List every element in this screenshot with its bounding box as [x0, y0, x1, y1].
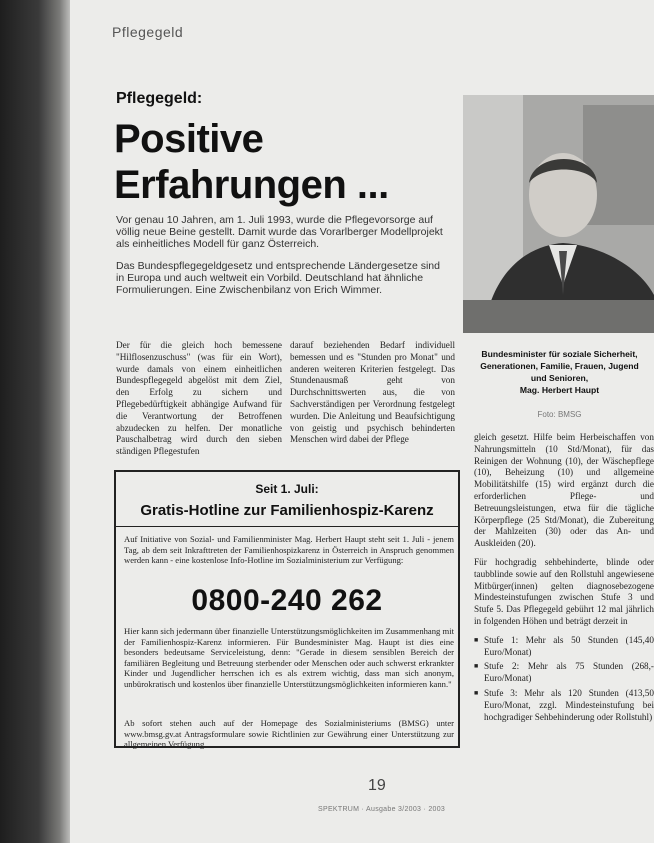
care-level-item: ■ Stufe 3: Mehr als 120 Stunden (413,50 Euro/Monat, zzgl. Mindesteinstufung bei hochgradiger Sehbehinderung oder Rollstuhl) — [474, 688, 654, 723]
box-paragraph-1: Auf Initiative von Sozial- und Familienminister Mag. Herbert Haupt steht seit 1. Juli - jenem Tag, ab dem seit Inkrafttreten der Familienhospizkarenz in Österreich in Anspruch genommen werden kann - eine kostenlose Info-Hotline im Sozialministerium zur Verfügung: — [124, 534, 454, 566]
caption-line: Generationen, Familie, Frauen, Jugend — [480, 361, 639, 371]
photo-caption — [472, 348, 647, 396]
body-column-1: Der für die gleich hoch bemessene "Hilflosenzuschuss" (was für ein Wort), wurde damals von einem einheitlichen Bundespflegegeld abgelöst mit dem Ziel, den Erfolg zu sichern und Pflegebedürftigkeit abhängige Aufwand für die Verantwortung der Betroffenen abzudecken zu helfen. Der monatliche Pauschalbetrag wird durch den sieben ständigen Pflegestufen — [116, 340, 282, 457]
care-level-item: ■ Stufe 2: Mehr als 75 Stunden (268,- Euro/Monat) — [474, 661, 654, 685]
lead-paragraph-2: Das Bundespflegegeldgesetz und entsprechende Ländergesetze sind in Europa und auch weltweit ein Vorbild. Deutschland hat ähnliche Formulierungen. Eine Zwischenbilanz von Erich Wimmer. — [116, 260, 440, 296]
care-level-item: ■ Stufe 1: Mehr als 50 Stunden (145,40 Euro/Monat) — [474, 635, 654, 659]
care-level-list — [474, 635, 654, 724]
headline-line-1: Positive — [114, 117, 264, 161]
portrait-illustration — [463, 95, 654, 333]
headline-line-2: Erfahrungen ... — [114, 163, 389, 207]
article-lead — [116, 214, 451, 306]
photo-credit: Foto: BMSG — [537, 410, 582, 419]
column-3-paragraph-2: Für hochgradig sehbehinderte, blinde oder taubblinde sowie auf den Rollstuhl angewiesene Mitbürger(innen) gelten diagnosebezogene Mindesteinstufungen zwischen Stufe 3 und Stufe 5. Das Pflegegeld gebührt 12 mal jährlich in folgenden Höhen und beträgt derzeit in — [474, 556, 654, 626]
article-headline — [114, 116, 389, 208]
caption-line: und Senioren, — [530, 373, 589, 383]
hotline-info-box — [114, 470, 460, 748]
caption-line: Bundesminister für soziale Sicherheit, — [481, 349, 638, 359]
caption-line: Mag. Herbert Haupt — [519, 385, 600, 395]
box-divider — [116, 526, 458, 527]
article-kicker: Pflegegeld: — [116, 90, 203, 107]
box-paragraph-2: Hier kann sich jedermann über finanzielle Unterstützungsmöglichkeiten im Zusammenhang mit der Familienhospiz-Karenz informieren. Für Bundesminister Mag. Haupt ist dies eine besonders bedeutsame Serviceleistung, denn: "Gerade in diesem sensiblen Bereich der familiären Begleitung und Betreuung sterbender oder Menschen oder auch schwerst erkrankter Kinder und Jugendlicher herrschen ich es als extrem wichtig, dass man sich anonym, unbürokratisch und kostenlos über finanzielle Unterstützungsmöglichkeiten informieren kann." — [124, 626, 454, 689]
column-3-paragraph-1: gleich gesetzt. Hilfe beim Herbeischaffen von Nahrungsmitteln (10 Std/Monat), für das Reinigen der Wohnung (10), der Wäschepflege (10), Beheizung (10) und allgemeine Mobilitätshilfe (15) wird ergänzt durch die erforderlichen Pflege- und Betreuungsleistungen, etwa für die tägliche Körperpflege (25 Std/Monat), die Zubereitung der Mahlzeiten (30) oder das An- und Auskleiden (20). — [474, 432, 654, 549]
section-label: Pflegegeld — [112, 24, 184, 40]
minister-photo — [463, 95, 654, 333]
box-title: Gratis-Hotline zur Familienhospiz-Karenz — [140, 502, 434, 519]
box-kicker: Seit 1. Juli: — [255, 482, 319, 496]
publication-footer: SPEKTRUM · Ausgabe 3/2003 · 2003 — [318, 806, 446, 813]
box-paragraph-3: Ab sofort stehen auch auf der Homepage des Sozialministeriums (BMSG) unter www.bmsg.gv.at Antragsformulare sowie Richtlinien zur Gewährung einer Unterstützung zur allgemeinen Verfügung. — [124, 718, 454, 750]
book-binding — [0, 0, 70, 843]
hotline-phone-number[interactable]: 0800-240 262 — [191, 584, 383, 617]
body-column-2: darauf beziehenden Bedarf individuell bemessen und es "Stunden pro Monat" und anderen weiteren Kriterien festgelegt. Das Stundenausmaß geht von Durchschnittswerten aus, die von Sachverständigen per Verordnung festgelegt wurden. Die Anleitung und Beaufsichtigung von geistig und psychisch behinderten Menschen wird dabei der Pflege — [290, 340, 455, 445]
page-number: 19 — [368, 777, 386, 794]
body-column-3 — [474, 432, 654, 726]
lead-paragraph-1: Vor genau 10 Jahren, am 1. Juli 1993, wurde die Pflegevorsorge auf völlig neue Beine gestellt. Damit wurde das Vorarlberger Modellprojekt als einheitliches Modell für ganz Österreich. — [116, 214, 443, 250]
